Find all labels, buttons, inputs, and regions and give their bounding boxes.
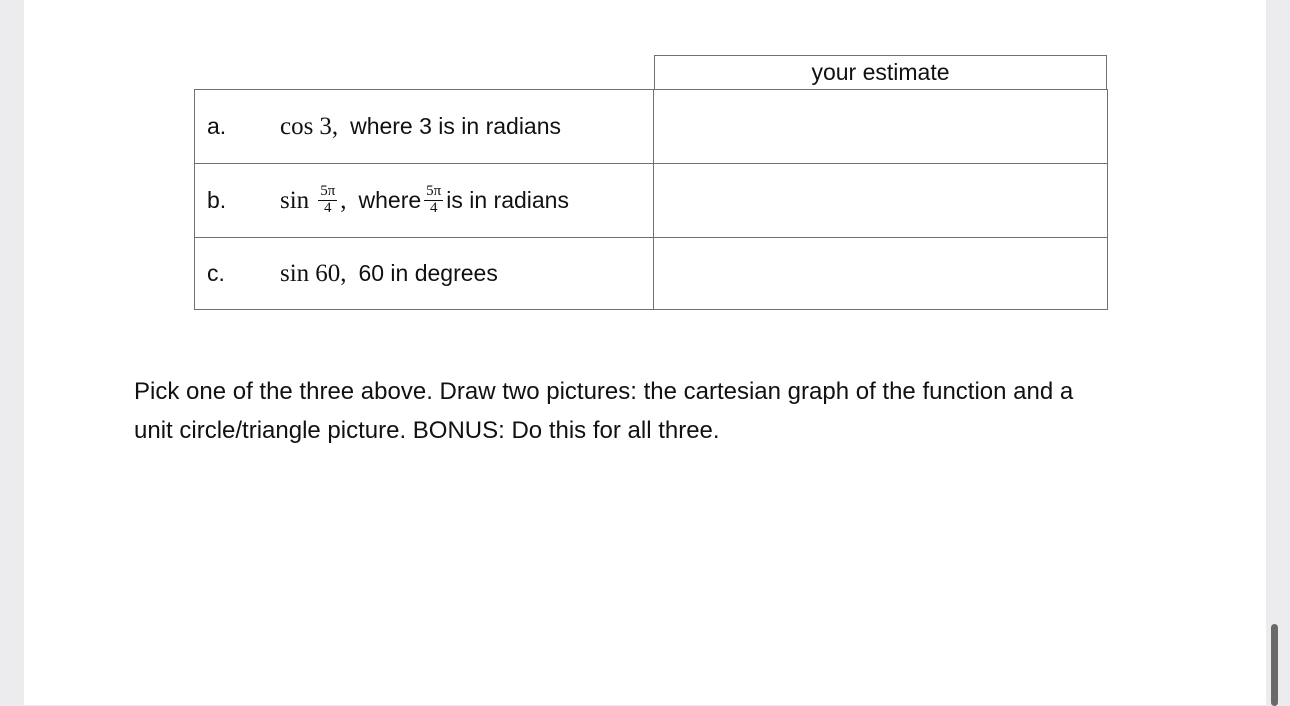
question-cell-c — [195, 238, 654, 310]
question-description: where 3 is in radians — [350, 113, 562, 139]
function-argument: 3 — [319, 112, 332, 140]
question-description: is in radians — [446, 187, 569, 213]
row-letter: b. — [207, 187, 227, 213]
estimate-column-header: your estimate — [654, 55, 1107, 90]
fraction-denominator: 4 — [323, 200, 332, 216]
row-letter: c. — [207, 260, 225, 286]
table-row — [195, 90, 1108, 164]
question-expression — [280, 260, 498, 288]
vertical-scrollbar-thumb[interactable] — [1271, 624, 1278, 706]
where-fraction — [424, 184, 443, 217]
table-row — [195, 164, 1108, 238]
question-expression — [280, 184, 569, 217]
estimate-cell-a[interactable] — [654, 90, 1108, 164]
estimate-cell-c[interactable] — [654, 238, 1108, 310]
argument-fraction — [318, 184, 337, 217]
function-name: sin — [280, 186, 310, 214]
row-letter: a. — [207, 113, 227, 139]
instructions-line-1: Pick one of the three above. Draw two pictures: the cartesian graph of the function and a — [134, 378, 1074, 405]
fraction-denominator: 4 — [429, 200, 438, 216]
estimate-cell-b[interactable] — [654, 164, 1108, 238]
question-cell-a — [195, 90, 654, 164]
function-name: sin — [280, 259, 310, 287]
where-word: where — [358, 187, 422, 213]
comma: , — [331, 112, 339, 140]
question-expression — [280, 113, 561, 141]
function-name: cos — [280, 112, 314, 140]
estimate-table — [194, 89, 1108, 310]
table-row — [195, 238, 1108, 310]
function-argument: 60 — [315, 259, 341, 287]
instructions-line-2: unit circle/triangle picture. BONUS: Do this for all three. — [134, 417, 720, 444]
instructions-paragraph — [134, 372, 1164, 450]
fraction-numerator: 5π — [320, 183, 336, 200]
fraction-numerator: 5π — [426, 183, 442, 200]
comma: , — [340, 186, 347, 214]
comma: , — [340, 259, 347, 287]
question-cell-b — [195, 164, 654, 238]
question-description: 60 in degrees — [358, 260, 498, 286]
